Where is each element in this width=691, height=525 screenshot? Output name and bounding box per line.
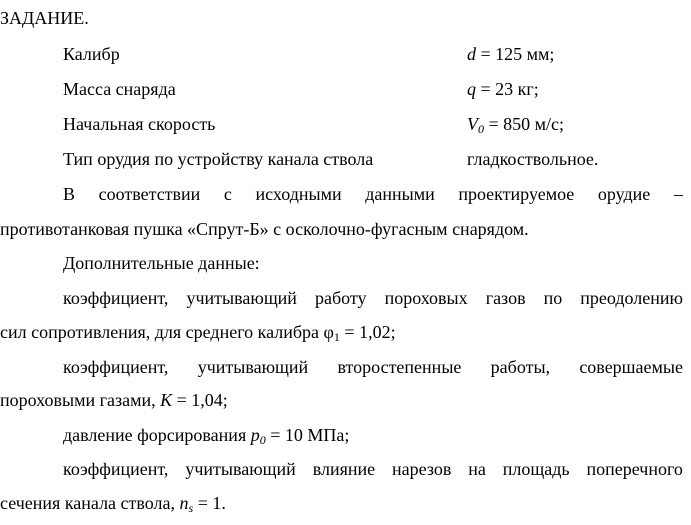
param-label: Масса снаряда bbox=[63, 79, 176, 99]
param-label: Тип орудия по устройству канала ствола bbox=[63, 149, 374, 169]
phi-line-2: сил сопротивления, для среднего калибра $\varphi_1 = 1,02$; bbox=[0, 322, 396, 344]
param-row-caliber bbox=[63, 45, 691, 63]
ns-line-1: коэффициент, учитывающий влияние нарезов на площадь поперечного bbox=[63, 459, 683, 479]
phi-line-1: коэффициент, учитывающий работу пороховых газов по преодолению bbox=[63, 288, 683, 308]
param-label: Калибр bbox=[63, 44, 120, 64]
param-row-velocity bbox=[63, 114, 691, 136]
k-line-2: пороховыми газами, K = 1,04; bbox=[0, 390, 228, 410]
intro-line-1: В соответствии с исходными данными проектируемое орудие – bbox=[63, 184, 683, 204]
intro-line-2: противотанковая пушка «Спрут-Б» с осколочно-фугасным снарядом. bbox=[0, 219, 529, 239]
additional-heading: Дополнительные данные: bbox=[63, 253, 260, 273]
param-value: q = 23 кг; bbox=[467, 79, 539, 99]
k-line-1: коэффициент, учитывающий второстепенные работы, совершаемые bbox=[63, 357, 683, 377]
ns-line-2: сечения канала ствола, $n_s = 1$. bbox=[0, 493, 226, 515]
param-value: гладкоствольное. bbox=[467, 149, 599, 169]
p0-line: давление форсирования $p_0 = 10$ МПа; bbox=[63, 425, 350, 447]
param-row-mass bbox=[63, 80, 691, 98]
param-value: $V_0 = 850$ м/с; bbox=[467, 114, 565, 136]
param-value: d = 125 мм; bbox=[467, 44, 555, 64]
param-label: Начальная скорость bbox=[63, 114, 216, 134]
task-heading: ЗАДАНИЕ. bbox=[0, 8, 89, 28]
param-row-barrel-type bbox=[63, 150, 691, 168]
